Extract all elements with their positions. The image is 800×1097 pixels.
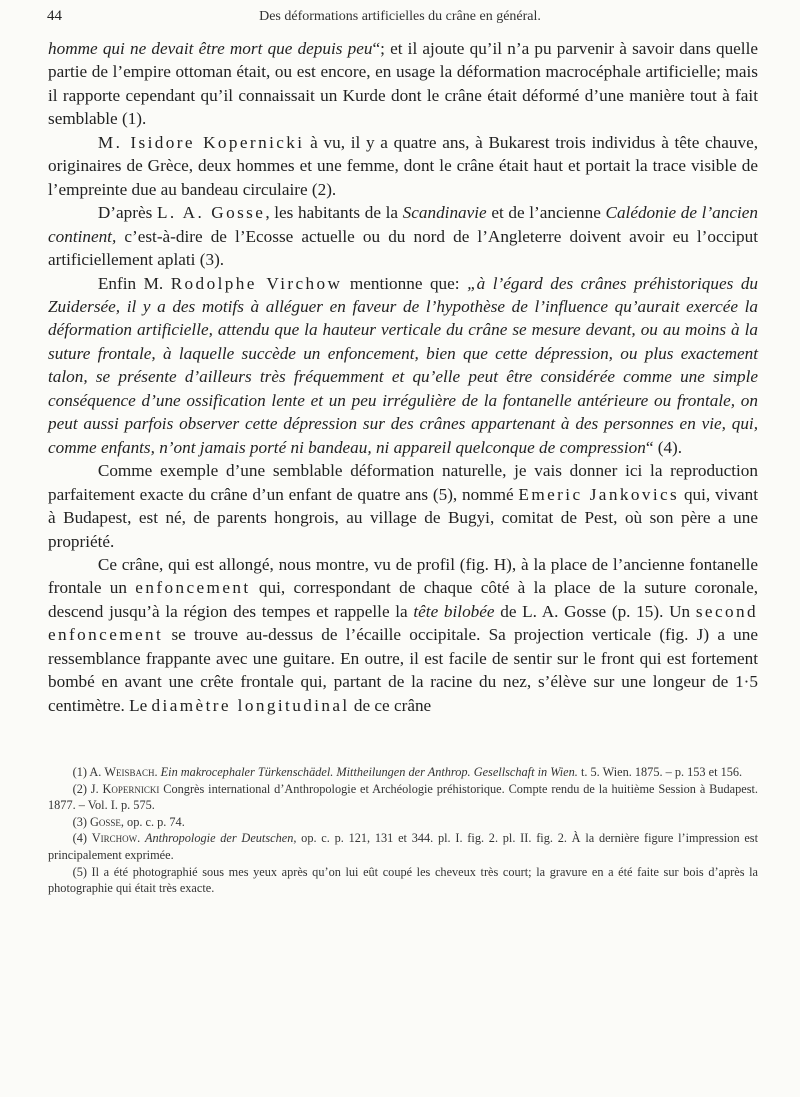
person-name: Rodolphe Virchow xyxy=(170,273,343,293)
person-name: L. A. Gosse xyxy=(156,203,266,223)
page-number: 44 xyxy=(47,8,62,24)
main-text xyxy=(48,37,758,717)
spaced-term: enfoncement xyxy=(135,578,251,598)
paragraph-5: Comme exemple d’une semblable déformation naturelle, je vais donner ici la reproduction parfaitement exacte du crâne d’un enfant de quatre ans (5), nommé Emeric Jankovics qui, vivant à Budapest, est né, de parents hongrois, au village de Bugyi, comitat de Pest, où son père a une propriété. xyxy=(48,461,758,551)
paragraph-4: Enfin M. Rodolphe Virchow mentionne que: „à l’égard des crânes préhistoriques du Zuidersée, il y a des motifs à alléguer en faveur de l’hypothèse de l’influence qu’aurait exercée la déformation artificielle, attendu que la hauteur verticale du crâne se mesure devant, ou au moins à la suture frontale, à laquelle succède un enfoncement, bien que cette dépression, ou plus exactement talon, se présente d’ailleurs très fréquemment et qu’elle peut être considérée comme une simple conséquence d’une ossification lente et un peu irrégulière de la fontanelle antérieure ou frontale, on peut aussi parfois observer cette dépression sur des crânes appartenant à des personnes en vie, qui, comme enfants, n’ont jamais porté ni bandeau, ni appareil quelconque de compression“ (4). xyxy=(48,273,759,457)
virchow-quote: „à l’égard des crânes préhistoriques du Zuidersée, il y a des motifs à alléguer en faveur de l’hypothèse de l’influence qu’aurait exercée la déformation artificielle, attendu que la hauteur verticale du crâne se mesure devant, ou au moins à la suture frontale, à laquelle succède un enfoncement, bien que cette dépression, ou plus exactement talon, se présente d’ailleurs très fréquemment et qu’elle peut être considérée comme une simple conséquence d’une ossification lente et un peu irrégulière de la fontanelle antérieure ou frontale, on peut aussi parfois observer cette dépression sur des crânes appartenant à des personnes en vie, qui, comme enfants, n’ont jamais porté ni bandeau, ni appareil quelconque de compression xyxy=(48,273,759,457)
person-name: M. Isidore Kopernicki xyxy=(97,132,305,152)
spaced-term: diamètre longitudinal xyxy=(151,695,350,715)
footnotes xyxy=(48,764,758,897)
footnote-2: (2) J. Kopernicki Congrès international d’Anthropologie et Archéologie préhistorique. Compte rendu de la huitième Session à Budapest. 1877. – Vol. I. p. 575. xyxy=(48,781,758,813)
paragraph-6: Ce crâne, qui est allongé, nous montre, vu de profil (fig. H), à la place de l’ancienne fontanelle frontale un enfoncement qui, correspondant de chaque côté à la place de la suture coronale, descend jusqu’à la région des tempes et rappelle la tête bilobée de L. A. Gosse (p. 15). Un second enfoncement se trouve au-dessus de l’écaille occipitale. Sa projection verticale (fig. J) a une ressemblance frappante avec une guitare. En outre, il est facile de sentir sur le front qui est fortement bombé en avant une crête frontale qui, partant de la racine du nez, s’élève sur une longeur de 1·5 centimètre. Le diamètre longitudinal de ce crâne xyxy=(48,554,758,715)
italic-quote-end: homme qui ne devait être mort que depuis peu xyxy=(48,39,373,58)
footnote-4: (4) Virchow. Anthropologie der Deutschen, op. c. p. 121, 131 et 344. pl. I. fig. 2. pl. II. fig. 2. À la dernière figure l’impression est principalement exprimée. xyxy=(48,831,759,862)
spaced-term: second enfoncement xyxy=(48,601,758,645)
footnote-1: (1) A. Weisbach. Ein makrocephaler Türkenschädel. Mittheilungen der Anthrop. Gesellschaft in Wien. t. 5. Wien. 1875. – p. 153 et 156. xyxy=(72,765,743,779)
footnote-5: (5) Il a été photographié sous mes yeux après qu’on lui eût coupé les cheveux très court; la gravure en a été faite sur bois d’après la photographie qui était très exacte. xyxy=(48,864,758,896)
paragraph-2: M. Isidore Kopernicki à vu, il y a quatre ans, à Bukarest trois individus à tête chauve, originaires de Grèce, deux hommes et une femme, dont le crâne était haut et portait la trace visible de l’empreinte due au bandeau circulaire (2). xyxy=(48,132,759,199)
paragraph-3: D’après L. A. Gosse, les habitants de la Scandinavie et de l’ancienne Calédonie de l’ancien continent, c’est-à-dire de l’Ecosse actuelle ou du nord de l’Angleterre doivent avoir eu l’occiput artificiellement aplati (3). xyxy=(48,203,758,270)
running-title: Des déformations artificielles du crâne en général. xyxy=(259,9,541,24)
paragraph-1: homme qui ne devait être mort que depuis peu“; et il ajoute qu’il n’a pu parvenir à savoir dans quelle partie de l’empire ottoman était, ou est encore, en usage la déformation macrocéphale artificielle; mais il rapporte cependant qu’il connaissait un Kurde dont le crâne était déformé d’une manière tout à fait semblable (1). xyxy=(48,39,758,129)
person-name: Emeric Jankovics xyxy=(518,484,680,504)
page-header xyxy=(0,8,800,30)
footnote-3: (3) Gosse, op. c. p. 74. xyxy=(72,814,185,829)
